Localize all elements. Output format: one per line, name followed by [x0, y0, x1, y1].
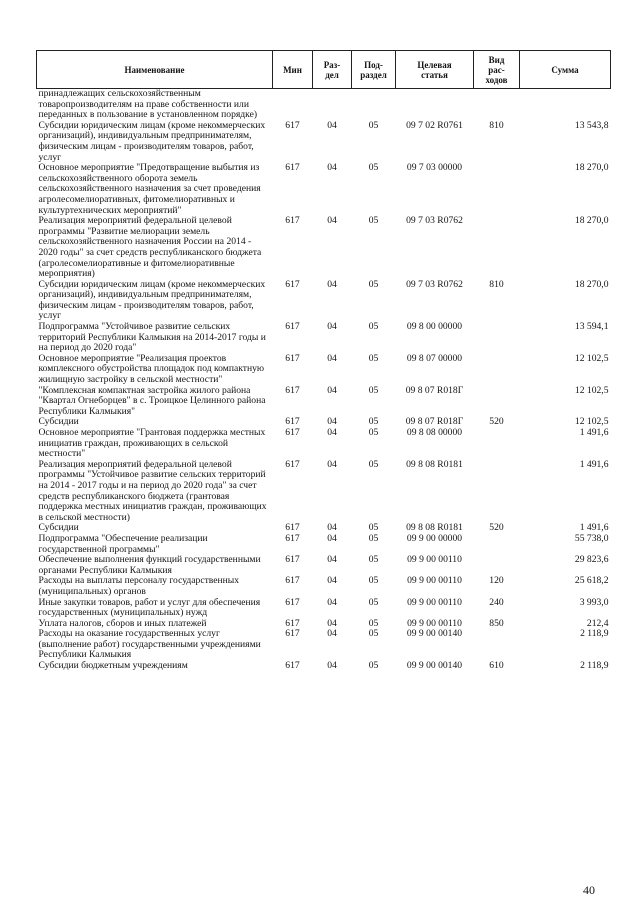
cell-razdel: 04	[327, 321, 337, 333]
cell-podrazdel: 05	[368, 162, 379, 174]
cell-razdel: 04	[327, 278, 337, 290]
cell-name: Субсидии юридическим лицам (кроме некоммерческих организаций), индивидуальным предпринимателям, физическим лицам - производителям товаров, работ, услуг	[38, 119, 266, 163]
cell-target: 09 9 00 00110	[407, 596, 462, 608]
cell-vid: 520	[489, 416, 504, 428]
cell-sum: 18 270,0	[574, 215, 609, 227]
cell-podrazdel: 05	[368, 384, 379, 396]
cell-podrazdel: 05	[368, 532, 379, 544]
cell-podrazdel: 05	[368, 278, 379, 290]
cell-name: Субсидии юридическим лицам (кроме некоммерческих организаций), индивидуальным предпринимателям, физическим лицам - производителям товаров, работ, услуг	[38, 278, 266, 322]
cell-name: Субсидии бюджетным учреждениям	[38, 660, 188, 672]
cell-min: 617	[285, 384, 300, 396]
cell-vid	[474, 163, 520, 216]
cell-target: 09 7 03 R0762	[406, 215, 463, 227]
cell-name: Реализация мероприятий федеральной целевой программы "Устойчивое развитие сельских территорий на 2014 - 2017 годы и на период до 2020 года" за счет средств республиканского бюджета (грантовая поддержка местных инициатив граждан, проживающих в сельской местности)	[38, 458, 267, 523]
cell-razdel: 04	[327, 596, 337, 608]
table-row	[37, 354, 611, 386]
cell-target: 09 7 03 R0762	[406, 278, 463, 290]
cell-min	[273, 89, 313, 121]
cell-name: Основное мероприятие "Грантовая поддержка местных инициатив граждан, проживающих в сельской местности"	[38, 427, 266, 460]
table-row	[37, 89, 611, 121]
cell-razdel: 04	[327, 416, 337, 428]
table-row	[37, 428, 611, 460]
cell-target: 09 8 08 R0181	[406, 522, 463, 534]
cell-vid: 810	[489, 278, 504, 290]
cell-vid	[474, 428, 520, 460]
cell-name: Иные закупки товаров, работ и услуг для обеспечения государственных (муниципальных) нужд	[38, 596, 261, 619]
table-row	[37, 598, 611, 619]
cell-sum: 212,4	[586, 617, 609, 629]
cell-podrazdel: 05	[368, 215, 379, 227]
cell-vid: 520	[489, 522, 504, 534]
cell-target: 09 9 00 00140	[406, 660, 463, 672]
header-sum: Сумма	[520, 51, 611, 89]
cell-min: 617	[285, 458, 300, 470]
table-row	[37, 322, 611, 354]
cell-sum: 25 618,2	[574, 575, 609, 587]
table-body	[37, 89, 611, 672]
cell-vid	[474, 354, 520, 386]
cell-min: 617	[285, 321, 300, 333]
cell-podrazdel: 05	[368, 660, 379, 672]
cell-razdel: 04	[327, 162, 337, 174]
cell-sum: 55 738,0	[574, 532, 609, 544]
table-row	[37, 629, 611, 661]
header-podrazdel: Под- раздел	[352, 51, 396, 89]
cell-vid	[474, 555, 520, 576]
cell-razdel: 04	[327, 384, 337, 396]
cell-target: 09 9 00 00000	[406, 532, 463, 544]
cell-min: 617	[285, 660, 300, 672]
cell-razdel: 04	[327, 352, 337, 364]
cell-name: Субсидии	[38, 522, 79, 534]
cell-name: Основное мероприятие "Предотвращение выбытия из сельскохозяйственного оборота земель сельскохозяйственного назначения за счет проведения агролесомелиоративных, фитомелиоративных и культуртехнических мероприятий"	[38, 162, 261, 216]
cell-target: 09 8 07 00000	[406, 352, 463, 364]
cell-sum: 2 118,9	[580, 628, 609, 640]
cell-name: Уплата налогов, сборов и иных платежей	[38, 617, 207, 629]
cell-name: Субсидии	[38, 416, 79, 428]
cell-sum: 12 102,5	[574, 416, 609, 428]
cell-sum: 18 270,0	[574, 278, 609, 290]
cell-target: 09 8 07 R018Г	[405, 416, 464, 428]
cell-razdel	[313, 89, 352, 121]
cell-target: 09 9 00 00110	[407, 554, 462, 566]
cell-vid: 240	[489, 596, 504, 608]
cell-sum	[520, 89, 611, 121]
cell-min: 617	[285, 162, 300, 174]
cell-podrazdel: 05	[368, 119, 379, 131]
cell-min: 617	[285, 215, 300, 227]
cell-podrazdel: 05	[368, 458, 379, 470]
cell-name: "Комплексная компактная застройка жилого района "Квартал Огнеборцев" в с. Троицкое Целинного района Республики Калмыкия"	[38, 384, 266, 417]
table-header-row	[37, 51, 611, 89]
cell-sum: 1 491,6	[579, 522, 609, 534]
cell-name: Реализация мероприятий федеральной целевой программы "Развитие мелиорации земель сельскохозяйственного назначения России на 2014 - 2020 годы" за счет средств республиканского бюджета (агролесомелиоративные и фитомелиоративные мероприятия)	[38, 215, 262, 280]
cell-vid: 850	[489, 617, 504, 629]
cell-razdel: 04	[327, 575, 337, 587]
cell-vid	[474, 216, 520, 280]
cell-razdel: 04	[327, 522, 337, 534]
cell-min: 617	[285, 119, 300, 131]
cell-podrazdel: 05	[368, 352, 379, 364]
cell-razdel: 04	[327, 628, 337, 640]
cell-name: Расходы на оказание государственных услуг (выполнение работ) государственными учреждениями Республики Калмыкия	[38, 628, 261, 661]
header-target: Целевая статья	[396, 51, 474, 89]
table-row	[37, 163, 611, 216]
cell-min: 617	[285, 352, 300, 364]
cell-vid	[474, 460, 520, 524]
cell-vid	[474, 629, 520, 661]
cell-sum: 12 102,5	[574, 352, 609, 364]
cell-razdel: 04	[327, 427, 337, 438]
cell-razdel: 04	[327, 532, 337, 544]
cell-target: 09 8 00 00000	[406, 321, 463, 333]
cell-podrazdel: 05	[368, 522, 379, 534]
header-min: Мин	[273, 51, 313, 89]
cell-razdel: 04	[327, 215, 337, 227]
cell-podrazdel: 05	[368, 575, 379, 587]
table-row	[37, 555, 611, 576]
cell-podrazdel: 05	[368, 628, 379, 640]
cell-target: 09 9 00 00140	[406, 628, 463, 640]
cell-razdel: 04	[327, 458, 337, 470]
cell-sum: 29 823,6	[574, 554, 609, 566]
cell-podrazdel: 05	[368, 427, 379, 438]
header-name: Наименование	[37, 51, 273, 89]
cell-sum: 3 993,0	[579, 596, 609, 608]
cell-min: 617	[285, 617, 300, 629]
cell-razdel: 04	[327, 617, 337, 629]
cell-min: 617	[285, 416, 300, 428]
cell-podrazdel: 05	[368, 617, 379, 629]
header-razdel: Раз- дел	[313, 51, 352, 89]
cell-name: принадлежащих сельскохозяйственным товаропроизводителям на праве собственности или переданных в пользование в установленном порядке)	[38, 88, 258, 121]
cell-razdel: 04	[327, 660, 337, 672]
cell-podrazdel: 05	[368, 321, 379, 333]
cell-min: 617	[285, 427, 300, 438]
cell-razdel: 04	[327, 119, 337, 131]
cell-podrazdel: 05	[368, 596, 379, 608]
cell-name: Расходы на выплаты персоналу государственных (муниципальных) органов	[38, 575, 240, 597]
table-row	[37, 216, 611, 280]
cell-podrazdel	[352, 89, 396, 121]
budget-table	[36, 50, 611, 672]
cell-min: 617	[285, 575, 300, 587]
cell-min: 617	[285, 278, 300, 290]
cell-min: 617	[285, 628, 300, 640]
cell-sum: 12 102,5	[574, 384, 609, 396]
cell-target: 09 7 03 00000	[406, 162, 463, 174]
cell-podrazdel: 05	[368, 416, 379, 428]
cell-name: Подпрограмма "Устойчивое развитие сельских территорий Республики Калмыкия на 2014-2017 годы и на период до 2020 года"	[38, 321, 266, 354]
cell-sum: 1 491,6	[579, 427, 609, 438]
cell-sum: 13 543,8	[574, 119, 609, 131]
cell-target: 09 9 00 00110	[407, 575, 462, 587]
cell-target: 09 8 08 00000	[406, 427, 463, 438]
cell-name: Подпрограмма "Обеспечение реализации государственной программы"	[38, 532, 208, 555]
cell-vid: 810	[489, 119, 504, 131]
cell-vid: 610	[489, 660, 504, 672]
cell-sum: 18 270,0	[574, 162, 609, 174]
table-row	[37, 460, 611, 524]
cell-min: 617	[285, 522, 300, 534]
cell-vid	[474, 386, 520, 418]
header-vid: Вид рас- ходов	[474, 51, 520, 89]
table-row	[37, 280, 611, 322]
cell-sum: 2 118,9	[580, 660, 609, 672]
cell-razdel: 04	[327, 554, 337, 566]
cell-sum: 1 491,6	[579, 458, 609, 470]
cell-vid	[474, 89, 520, 121]
table-row	[37, 661, 611, 672]
cell-target: 09 8 07 R018Г	[405, 384, 464, 396]
cell-vid: 120	[489, 575, 504, 587]
cell-name: Обеспечение выполнения функций государственными органами Республики Калмыкия	[38, 554, 261, 576]
cell-sum: 13 594,1	[574, 321, 609, 333]
table-row	[37, 386, 611, 418]
table-row	[37, 576, 611, 597]
cell-target: 09 7 02 R0761	[406, 119, 463, 131]
page-number: 40	[583, 883, 595, 897]
cell-target: 09 9 00 00110	[407, 617, 462, 629]
cell-target	[396, 89, 474, 121]
table-row	[37, 534, 611, 555]
cell-vid	[474, 534, 520, 555]
table-row	[37, 121, 611, 163]
cell-min: 617	[285, 554, 300, 566]
cell-podrazdel: 05	[368, 554, 379, 566]
cell-name: Основное мероприятие "Реализация проектов комплексного обустройства площадок под компактную жилищную застройку в сельской местности"	[38, 352, 265, 386]
cell-min: 617	[285, 532, 300, 544]
cell-target: 09 8 08 R0181	[406, 458, 463, 470]
cell-min: 617	[285, 596, 300, 608]
cell-vid	[474, 322, 520, 354]
